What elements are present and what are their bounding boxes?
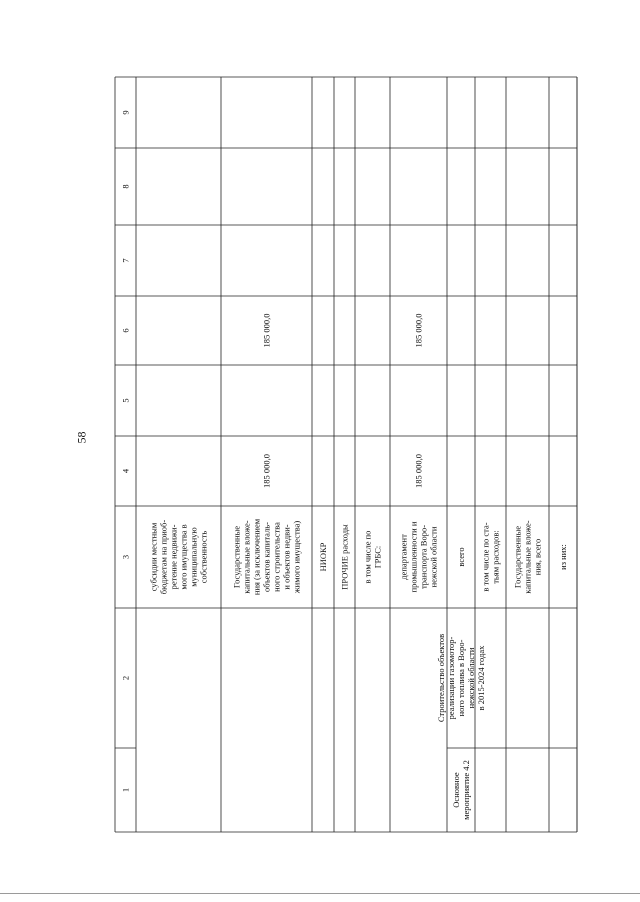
column-header-8: 8	[120, 184, 131, 189]
row-2-col-3: Государственныекапитальные вложе-ния (за исключениемобъектов капиталь-ного строительстваи объектов недви-жимого имущества)	[231, 518, 302, 596]
row-2-col-6: 185 000,0	[261, 313, 272, 348]
row-9-col-3: Государственныекапитальные вложе-ния, всего	[512, 520, 543, 594]
row-8-col-3: в том числе по ста-тьям расходов:	[480, 522, 501, 592]
row-2-col-4: 185 000,0	[261, 454, 272, 488]
row-1-col-3: субсидии местнымбюджетам на приоб-ретение недвижи-мого имущества вмуниципальнуюсобственность	[148, 519, 209, 595]
row-7-col-3: всего	[456, 547, 466, 567]
column-header-4: 4	[120, 468, 131, 474]
page-number: 58	[74, 431, 89, 444]
row-6-col-6: 185 000,0	[413, 313, 424, 348]
column-header-9: 9	[120, 110, 131, 115]
column-header-3: 3	[120, 554, 131, 560]
row-6-col-3: департаментпромышленности итранспорта Воро-нежской области	[398, 521, 439, 593]
row-6-col-4: 185 000,0	[413, 454, 424, 488]
row-4-col-3: ПРОЧИЕ расходы	[339, 524, 350, 590]
row-10-col-3: из них:	[558, 544, 568, 570]
row-5-col-3: в том числе поГРБС:	[362, 530, 383, 584]
row-3-col-3: НИОКР	[318, 542, 328, 572]
column-header-1: 1	[120, 787, 131, 793]
row-7-col-1: Основноемероприятие 4.2	[451, 760, 471, 820]
column-header-7: 7	[120, 258, 131, 263]
column-header-6: 6	[120, 328, 131, 333]
table-cells	[121, 110, 569, 819]
page-bottom-rule	[0, 893, 640, 894]
row-7-col-2: Строительство объектовреализации газомотор-ного топлива в Воро-нежской областив 2015-2024 годах	[436, 633, 486, 723]
table-grid	[115, 77, 577, 832]
column-header-5: 5	[120, 398, 131, 403]
column-header-2: 2	[120, 675, 131, 681]
